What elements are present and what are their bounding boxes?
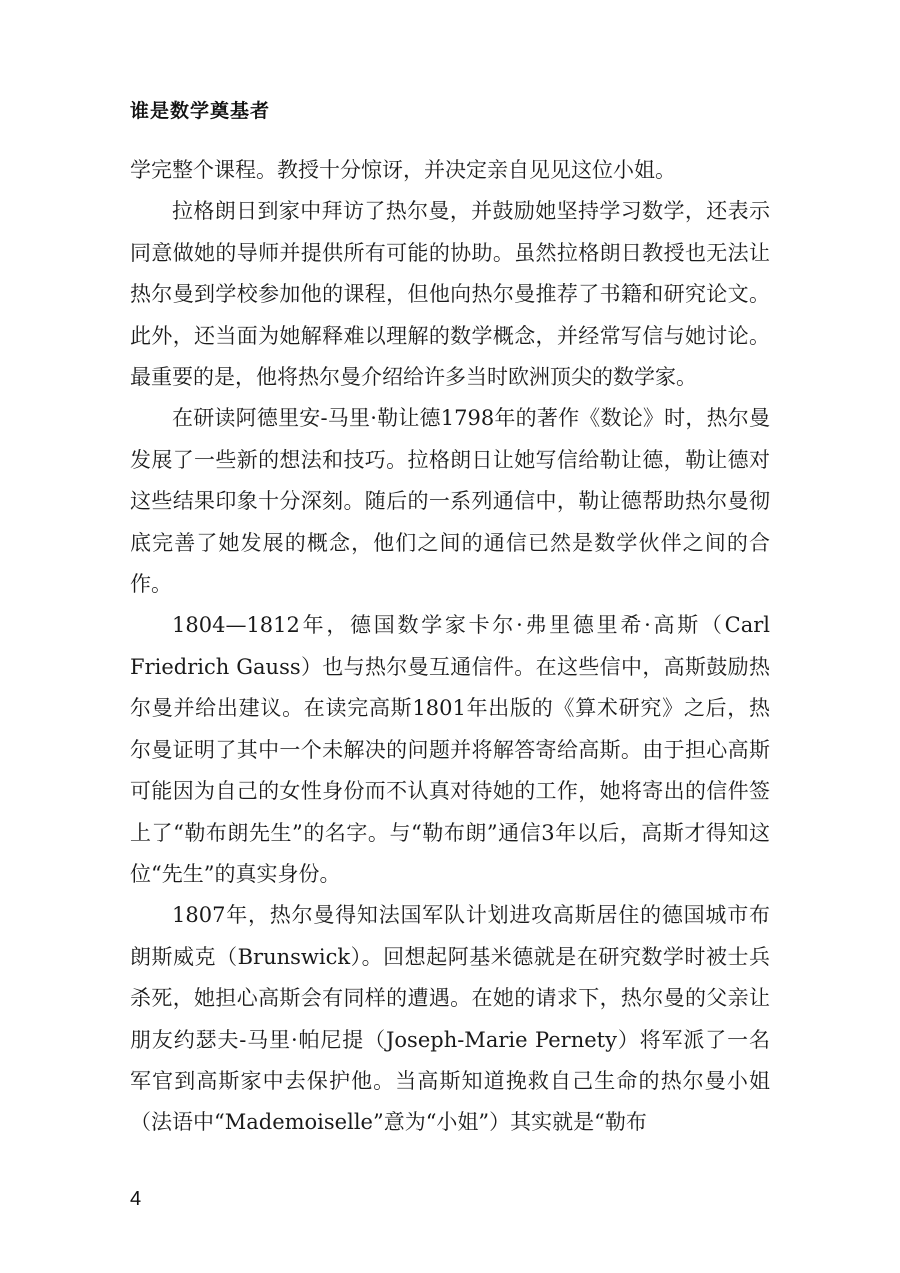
paragraph: 在研读阿德里安-马里·勒让德1798年的著作《数论》时，热尔曼发展了一些新的想法和技巧。拉格朗日让她写信给勒让德，勒让德对这些结果印象十分深刻。随后的一系列通信中，勒让德帮助热尔曼彻底完善了她发展的概念，他们之间的通信已然是数学伙伴之间的合作。: [130, 406, 770, 597]
paragraph: 1807年，热尔曼得知法国军队计划进攻高斯居住的德国城市布朗斯威克（Brunswick）。回想起阿基米德就是在研究数学时被士兵杀死，她担心高斯会有同样的遭遇。在她的请求下，热尔曼的父亲让朋友约瑟夫-马里·帕尼提（Joseph-Marie Pernety）将军派了一名军官到高斯家中去保护他。当高斯知道挽救自己生命的热尔曼小姐（法语中“Mademoiselle”意为“小姐”）其实就是“勒布: [130, 903, 770, 1135]
body-text: [130, 150, 770, 1144]
paragraph: 1804—1812年，德国数学家卡尔·弗里德里希·高斯（Carl Friedrich Gauss）也与热尔曼互通信件。在这些信中，高斯鼓励热尔曼并给出建议。在读完高斯1801年出版的《算术研究》之后，热尔曼证明了其中一个未解决的问题并将解答寄给高斯。由于担心高斯可能因为自己的女性身份而不认真对待她的工作，她将寄出的信件签上了“勒布朗先生”的名字。与“勒布朗”通信3年以后，高斯才得知这位“先生”的真实身份。: [130, 613, 770, 886]
paragraph-continued: 学完整个课程。教授十分惊讶，并决定亲自见见这位小姐。: [130, 158, 676, 182]
page-number: 4: [130, 1188, 142, 1210]
paragraph: 拉格朗日到家中拜访了热尔曼，并鼓励她坚持学习数学，还表示同意做她的导师并提供所有可能的协助。虽然拉格朗日教授也无法让热尔曼到学校参加他的课程，但他向热尔曼推荐了书籍和研究论文。此外，还当面为她解释难以理解的数学概念，并经常写信与她讨论。最重要的是，他将热尔曼介绍给许多当时欧洲顶尖的数学家。: [130, 199, 770, 390]
running-head: 谁是数学奠基者: [130, 100, 271, 122]
